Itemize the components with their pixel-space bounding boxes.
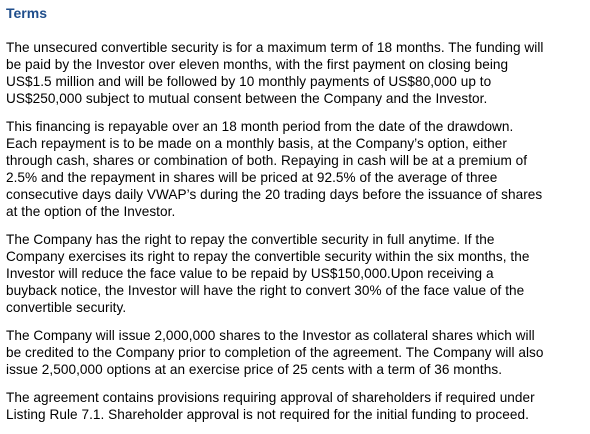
section-heading: Terms xyxy=(6,5,47,21)
text-line: This financing is repayable over an 18 month period from the date of the drawdown. xyxy=(6,119,514,134)
text-line: US$1.5 million and will be followed by 10 monthly payments of US$80,000 up to xyxy=(6,74,492,89)
text-line: issue 2,500,000 options at an exercise price of 25 cents with a term of 36 months. xyxy=(6,362,503,377)
text-line: The Company has the right to repay the convertible security in full anytime. If the xyxy=(6,232,495,247)
text-line: be paid by the Investor over eleven months, with the first payment on closing being xyxy=(6,57,509,72)
text-line: consecutive days daily VWAP’s during the 20 trading days before the issuance of shares xyxy=(6,187,543,202)
text-line: The Company will issue 2,000,000 shares to the Investor as collateral shares which will xyxy=(6,328,535,343)
text-line: Listing Rule 7.1. Shareholder approval is not required for the initial funding to proceed. xyxy=(6,407,529,422)
text-line: Each repayment is to be made on a monthly basis, at the Company’s option, either xyxy=(6,136,507,151)
paragraph-shareholder-approval xyxy=(6,389,588,423)
text-line: be credited to the Company prior to completion of the agreement. The Company will also xyxy=(6,345,544,360)
paragraph-term-funding xyxy=(6,39,588,107)
paragraph-repayment xyxy=(6,118,588,220)
paragraph-collateral-shares xyxy=(6,327,588,378)
text-line: The unsecured convertible security is for a maximum term of 18 months. The funding will xyxy=(6,40,544,55)
text-line: buyback notice, the Investor will have the right to convert 30% of the face value of the xyxy=(6,283,525,298)
text-line: 2.5% and the repayment in shares will be priced at 92.5% of the average of three xyxy=(6,170,498,185)
paragraph-early-repayment xyxy=(6,231,588,316)
terms-document xyxy=(6,0,588,434)
text-line: Company exercises its right to repay the convertible security within the six months, the xyxy=(6,249,530,264)
text-line: US$250,000 subject to mutual consent between the Company and the Investor. xyxy=(6,91,488,106)
text-line: convertible security. xyxy=(6,300,127,315)
text-line: Investor will reduce the face value to be repaid by US$150,000.Upon receiving a xyxy=(6,266,494,281)
text-line: through cash, shares or combination of both. Repaying in cash will be at a premium of xyxy=(6,153,528,168)
text-line: The agreement contains provisions requiring approval of shareholders if required under xyxy=(6,390,535,405)
text-line: at the option of the Investor. xyxy=(6,204,176,219)
